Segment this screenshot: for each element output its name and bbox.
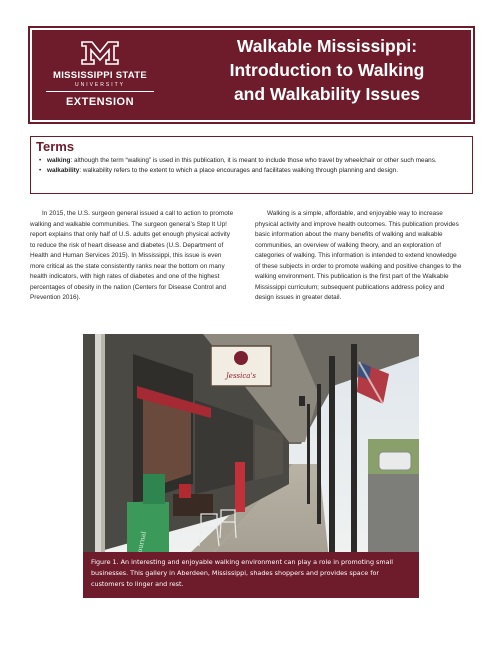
title-line-3: and Walkability Issues (233, 84, 421, 104)
body-column-left (30, 209, 237, 304)
logo-university-name: MISSISSIPPI STATE (53, 70, 147, 81)
terms-list (39, 156, 464, 176)
body-paragraph: Walking is a simple, affordable, and enjoyable way to increase physical activity and improve health outcomes. This publication provides basic information about the many benefits of walking and walkable communities, an overview of walking theory, and an exploration of categories of walking. This information is intended to extend knowledge of these subjects in order to promote walking and positive changes to the walking environment. This publication is the first part of the Walkable Mississippi curriculum; subsequent publications address policy and design issues in greater detail. (255, 210, 462, 301)
shop-sign-text: Jessica's (226, 372, 256, 380)
term-word: walkability (47, 167, 80, 174)
logo-extension: EXTENSION (65, 96, 135, 108)
title-line-2: Introduction to Walking (229, 60, 425, 80)
term-word: walking (47, 157, 71, 164)
terms-box (30, 136, 473, 194)
term-item (39, 166, 464, 176)
body-paragraph: In 2015, the U.S. surgeon general issued a call to action to promote walking and walkable communities. The surgeon general’s Step It Up! report explains that only half of U.S. adults get enough physical activity to reduce the risk of heart disease and diabetes (U.S. Department of Health and Human Services 2015). In Mississippi, this issue is even more critical as the state consistently ranks near the bottom on many health indicators, with high rates of diabetes and one of the highest percentages of obesity in the nation (Centers for Disease Control and Prevention 2016). (30, 210, 234, 301)
msu-extension-logo (40, 40, 160, 118)
header-banner (30, 28, 473, 122)
m-state-logo-icon (80, 40, 120, 66)
term-definition: : walkability refers to the extent to which a place encourages and facilitates walking through planning and design. (79, 167, 398, 174)
body-column-right (255, 209, 462, 304)
title-line-1: Walkable Mississippi: (236, 36, 418, 56)
term-definition: : although the term “walking” is used in this publication, it is meant to include those who travel by wheelchair or other such means. (70, 157, 437, 164)
page-title (182, 34, 472, 106)
figure-caption: Figure 1. An interesting and enjoyable walking environment can play a role in promoting small businesses. This gallery in Aberdeen, Mississippi, shades shoppers and provides space for customers to linger and rest. (83, 552, 419, 598)
logo-university-word: UNIVERSITY (74, 82, 125, 88)
term-item (39, 156, 464, 166)
logo-divider (46, 91, 154, 92)
terms-heading: Terms (36, 139, 75, 154)
